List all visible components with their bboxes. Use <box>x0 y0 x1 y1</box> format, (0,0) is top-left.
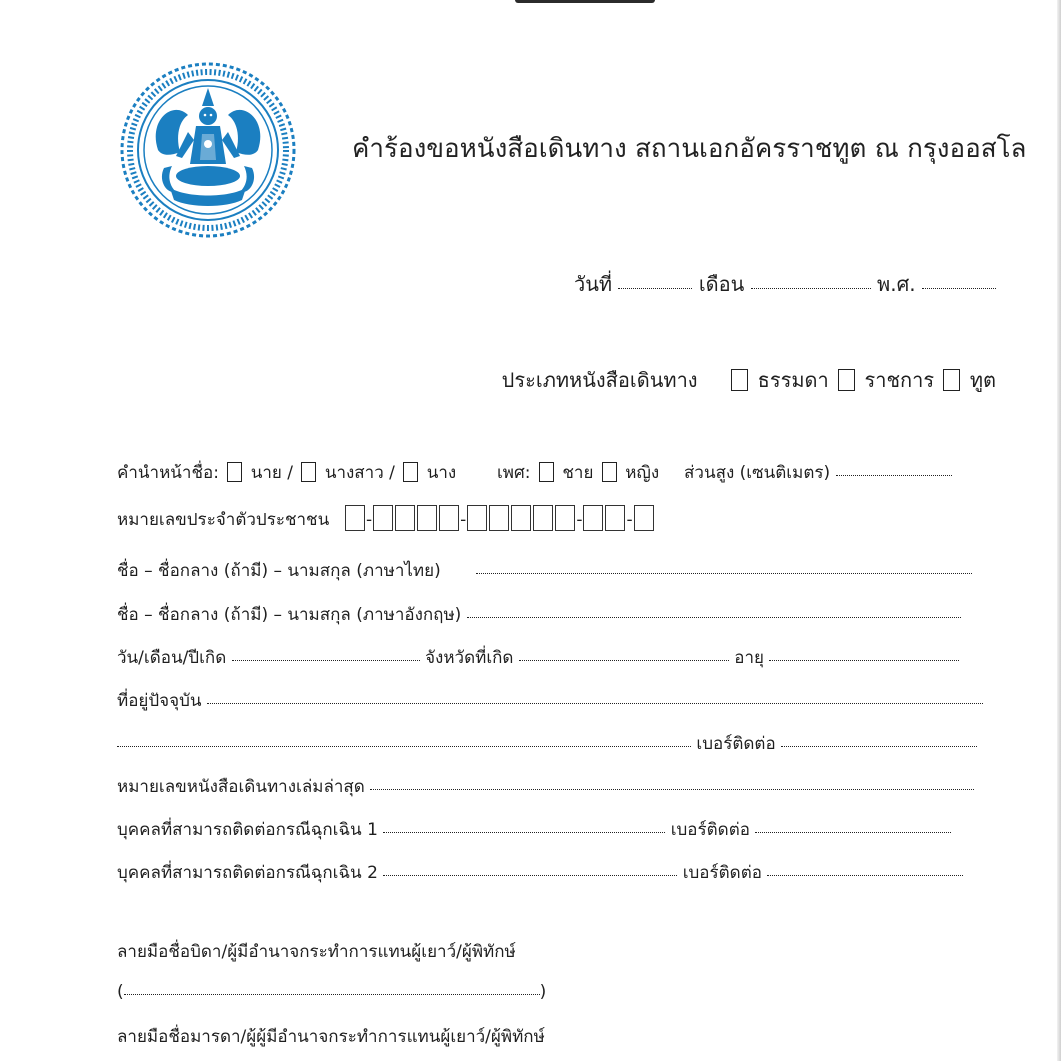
national-id-digit-box[interactable] <box>345 505 365 531</box>
passport-type-ordinary-label: ธรรมดา <box>757 368 829 392</box>
national-id-digit-box[interactable] <box>373 505 393 531</box>
scan-edge-right <box>1057 0 1061 1061</box>
last-passport-field[interactable] <box>370 788 974 790</box>
national-id-label: หมายเลขประจำตัวประชาชน <box>117 510 330 530</box>
address-line <box>117 687 983 714</box>
passport-type-diplomatic-label: ทูต <box>969 368 996 392</box>
emergency-contact-2-phone-field[interactable] <box>767 874 963 876</box>
year-label: พ.ศ. <box>877 272 916 296</box>
form-title: คำร้องขอหนังสือเดินทาง สถานเอกอัครราชทูต ณ กรุงออสโล <box>352 134 1027 164</box>
prefix-mr-label: นาย / <box>250 463 294 483</box>
mother-signature-label: ลายมือชื่อมารดา/ผู้ผู้มีอำนาจกระทำการแทนผู้เยาว์/ผู้พิทักษ์ <box>117 1027 545 1047</box>
phone-label: เบอร์ติดต่อ <box>696 734 776 754</box>
national-id-digit-box[interactable] <box>417 505 437 531</box>
birth-province-field[interactable] <box>519 659 729 661</box>
national-id-digit-box[interactable] <box>634 505 654 531</box>
passport-type-official-checkbox[interactable] <box>838 369 855 391</box>
emergency-contact-2-label: บุคคลที่สามารถติดต่อกรณีฉุกเฉิน 2 <box>117 863 378 883</box>
national-id-boxes: - - - - <box>344 510 655 530</box>
name-english-label: ชื่อ – ชื่อกลาง (ถ้ามี) – นามสกุล (ภาษาอังกฤษ) <box>117 605 462 625</box>
passport-type-official-label: ราชการ <box>864 368 935 392</box>
emergency-contact-2-field[interactable] <box>383 874 677 876</box>
last-passport-label: หมายเลขหนังสือเดินทางเล่มล่าสุด <box>117 777 365 797</box>
address-phone-line <box>117 730 977 757</box>
national-id-digit-box[interactable] <box>395 505 415 531</box>
sex-male-label: ชาย <box>562 463 594 483</box>
prefix-mrs-checkbox[interactable] <box>403 462 418 482</box>
passport-type-label: ประเภทหนังสือเดินทาง <box>501 368 698 392</box>
name-english-field[interactable] <box>467 616 961 618</box>
embassy-seal-icon <box>118 60 298 240</box>
day-field[interactable] <box>618 287 692 289</box>
dob-label: วัน/เดือน/ปีเกิด <box>117 648 227 668</box>
national-id-digit-box[interactable] <box>533 505 553 531</box>
national-id-digit-box[interactable] <box>489 505 509 531</box>
dob-line <box>117 644 959 671</box>
prefix-miss-label: นางสาว / <box>324 463 395 483</box>
age-field[interactable] <box>769 659 959 661</box>
emergency-contact-1-label: บุคคลที่สามารถติดต่อกรณีฉุกเฉิน 1 <box>117 820 378 840</box>
prefix-sex-height-line <box>117 459 952 486</box>
emergency-contact-2-line <box>117 859 963 886</box>
name-thai-label: ชื่อ – ชื่อกลาง (ถ้ามี) – นามสกุล (ภาษาไทย) <box>117 561 441 581</box>
passport-type-ordinary-checkbox[interactable] <box>731 369 748 391</box>
last-passport-line <box>117 773 974 800</box>
passport-type-line <box>502 364 996 396</box>
height-label: ส่วนสูง (เซนติเมตร) <box>684 463 831 483</box>
emergency-contact-1-field[interactable] <box>383 831 665 833</box>
national-id-digit-box[interactable] <box>439 505 459 531</box>
national-id-digit-box[interactable] <box>511 505 531 531</box>
national-id-digit-box[interactable] <box>467 505 487 531</box>
day-label: วันที่ <box>574 272 613 296</box>
emergency-contact-1-phone-label: เบอร์ติดต่อ <box>670 820 750 840</box>
emergency-contact-1-phone-field[interactable] <box>755 831 951 833</box>
birth-province-label: จังหวัดที่เกิด <box>425 648 514 668</box>
sex-label: เพศ: <box>497 463 531 483</box>
emergency-contact-2-phone-label: เบอร์ติดต่อ <box>682 863 762 883</box>
year-field[interactable] <box>922 287 996 289</box>
name-thai-line <box>117 557 972 584</box>
month-field[interactable] <box>751 287 871 289</box>
close-paren: ) <box>539 982 547 1002</box>
prefix-label: คำนำหน้าชื่อ: <box>117 463 219 483</box>
national-id-digit-box[interactable] <box>555 505 575 531</box>
prefix-mr-checkbox[interactable] <box>227 462 242 482</box>
address-field-continued[interactable] <box>117 745 691 747</box>
sex-female-checkbox[interactable] <box>602 462 617 482</box>
father-signature-label: ลายมือชื่อบิดา/ผู้มีอำนาจกระทำการแทนผู้เยาว์/ผู้พิทักษ์ <box>117 942 516 962</box>
passport-type-diplomatic-checkbox[interactable] <box>943 369 960 391</box>
open-paren: ( <box>117 982 124 1002</box>
emergency-contact-1-line <box>117 816 951 843</box>
name-english-line <box>117 601 961 628</box>
address-field[interactable] <box>207 702 983 704</box>
dob-field[interactable] <box>232 659 420 661</box>
prefix-mrs-label: นาง <box>426 463 457 483</box>
name-thai-field[interactable] <box>476 572 972 574</box>
phone-field[interactable] <box>781 745 977 747</box>
height-field[interactable] <box>836 474 952 476</box>
date-line <box>574 268 996 300</box>
father-signature-name-line <box>117 982 546 1002</box>
prefix-miss-checkbox[interactable] <box>301 462 316 482</box>
month-label: เดือน <box>698 272 745 296</box>
father-signature-name-field[interactable] <box>124 993 540 995</box>
national-id-digit-box[interactable] <box>583 505 603 531</box>
address-label: ที่อยู่ปัจจุบัน <box>117 691 202 711</box>
sex-male-checkbox[interactable] <box>539 462 554 482</box>
national-id-digit-box[interactable] <box>605 505 625 531</box>
national-id-line <box>117 505 655 533</box>
age-label: อายุ <box>734 648 764 668</box>
scan-edge-top <box>515 0 655 3</box>
sex-female-label: หญิง <box>625 463 660 483</box>
